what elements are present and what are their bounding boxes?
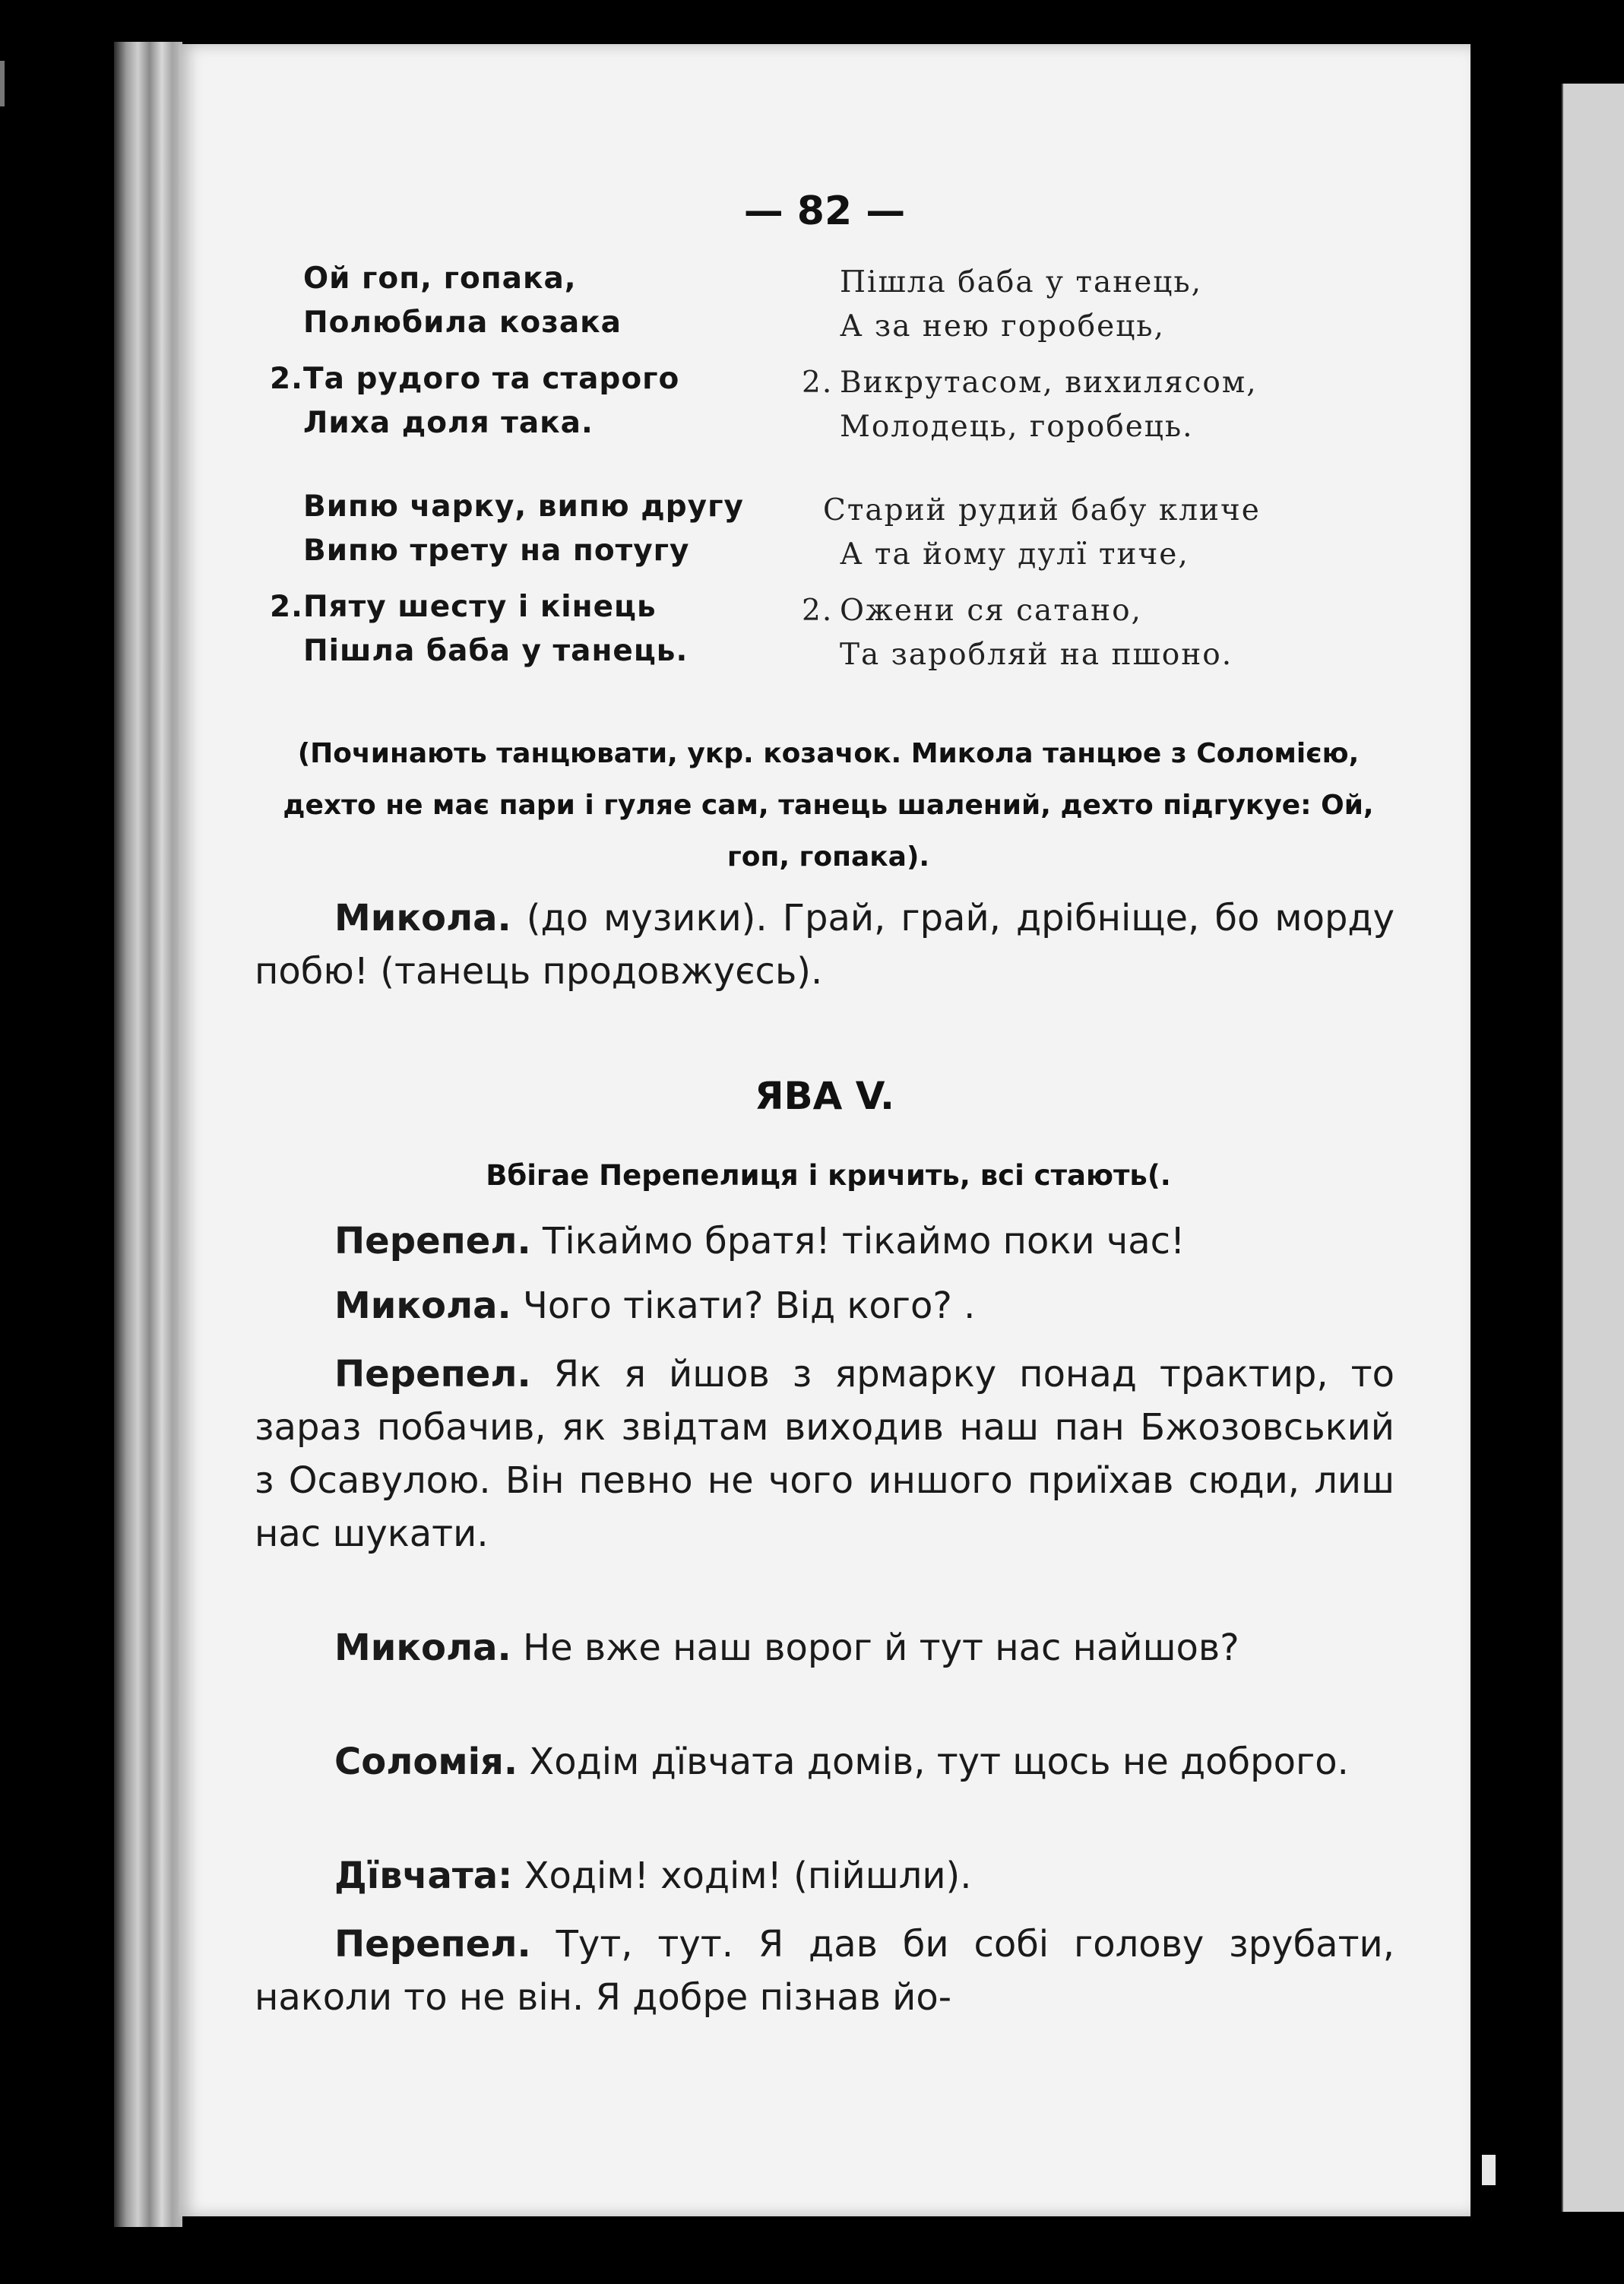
speaker-name: Микола. xyxy=(334,897,511,939)
stage-direction: (Починають танцювати, укр. козачок. Микола танцюе з Соломією, дехто не має пари і гуляе сам, танець шалений, дехто підгукуе: Ой, гоп, гопака). xyxy=(283,738,1374,873)
speaker-name: Микола. xyxy=(334,1285,511,1327)
verse-line: А за нею горобець, xyxy=(840,309,1165,344)
book-spine-gutter xyxy=(114,42,182,2227)
book-page xyxy=(179,44,1470,2216)
verse-line: Старий рудий бабу кличе xyxy=(823,493,1261,527)
speaker-name: Перепел. xyxy=(334,1220,531,1262)
dialogue-paragraph xyxy=(255,1348,1394,1560)
verse-line: Та заробляй на пшоно. xyxy=(840,638,1233,672)
verse-right-bottom xyxy=(802,489,1261,677)
stage-direction: Вбігае Перепелиця і кричить, всі стають(. xyxy=(486,1159,1171,1192)
speech-text: Ходім! ходім! (пійшли). xyxy=(524,1855,972,1897)
verse-left-top xyxy=(270,257,679,445)
verse-line: А та йому дулї тиче, xyxy=(840,537,1189,572)
scene-heading: ЯВА V. xyxy=(755,1074,894,1118)
verse-line: Лиха доля така. xyxy=(303,406,594,440)
verse-number: 2. xyxy=(270,362,303,396)
dialogue-paragraph xyxy=(255,1215,1394,1268)
dialogue-paragraph xyxy=(255,1279,1394,1332)
speech-text: (до музики). Грай, грай, дрібніще, бо морду побю! (танець продовжуєсь). xyxy=(255,897,1394,993)
verse-number: 2. xyxy=(270,590,303,624)
verse-line: Випю чарку, випю другу xyxy=(303,489,744,524)
verse-number: 2. xyxy=(802,366,834,400)
dialogue-paragraph xyxy=(255,892,1394,998)
verse-text: Пяту шесту і кінець xyxy=(303,590,657,624)
speech-text: Тут, тут. Я дав би собі голову зрубати, наколи то не він. Я добре пізнав йо- xyxy=(255,1923,1394,2019)
speech-text: Як я йшов з ярмарку понад трактир, то зараз побачив, як звідтам виходив наш пан Бжозовський з Осавулою. Він певно не чого иншого приїхав сюди, лиш нас шукати. xyxy=(255,1353,1394,1555)
speech-text: Ходім дївчата домів, тут щось не доброго. xyxy=(529,1741,1349,1783)
verse-left-bottom xyxy=(270,485,744,673)
speaker-name: Микола. xyxy=(334,1627,511,1669)
verse-number: 2. xyxy=(802,594,834,628)
verse-text: Ожени ся сатано, xyxy=(840,594,1142,628)
verse-text: Та рудого та старого xyxy=(303,362,680,396)
dialogue-paragraph xyxy=(255,1735,1394,1788)
dialogue-paragraph xyxy=(255,1918,1394,2024)
speaker-name: Перепел. xyxy=(334,1923,531,1966)
verse-line xyxy=(802,589,1261,633)
speech-text: Не вже наш ворог й тут нас найшов? xyxy=(523,1627,1239,1669)
verse-text: Викрутасом, вихилясом, xyxy=(840,366,1258,400)
adjacent-page-edge xyxy=(1562,84,1624,2212)
verse-line: Пішла баба у танець. xyxy=(303,634,689,668)
verse-line xyxy=(270,357,679,401)
speaker-name: Перепел. xyxy=(334,1353,531,1395)
verse-line: Пішла баба у танець, xyxy=(840,265,1202,299)
speaker-name: Дївчата: xyxy=(334,1855,513,1897)
verse-line: Полюбила козака xyxy=(303,306,622,340)
verse-right-top xyxy=(802,261,1258,449)
page-corner-fold xyxy=(1482,2155,1496,2185)
verse-line xyxy=(802,361,1258,405)
page-number: — 82 — xyxy=(743,188,906,234)
speaker-name: Соломія. xyxy=(334,1741,518,1783)
verse-line: Ой гоп, гопака, xyxy=(303,261,577,296)
verse-line xyxy=(270,585,744,629)
verse-line: Випю трету на потугу xyxy=(303,534,690,568)
scan-edge-mark xyxy=(0,61,5,106)
dialogue-paragraph xyxy=(255,1849,1394,1902)
speech-text: Чого тікати? Від кого? . xyxy=(523,1285,976,1327)
dialogue-paragraph xyxy=(255,1621,1394,1674)
verse-line: Молодець, горобець. xyxy=(840,410,1194,444)
speech-text: Тікаймо братя! тікаймо поки час! xyxy=(543,1220,1186,1262)
